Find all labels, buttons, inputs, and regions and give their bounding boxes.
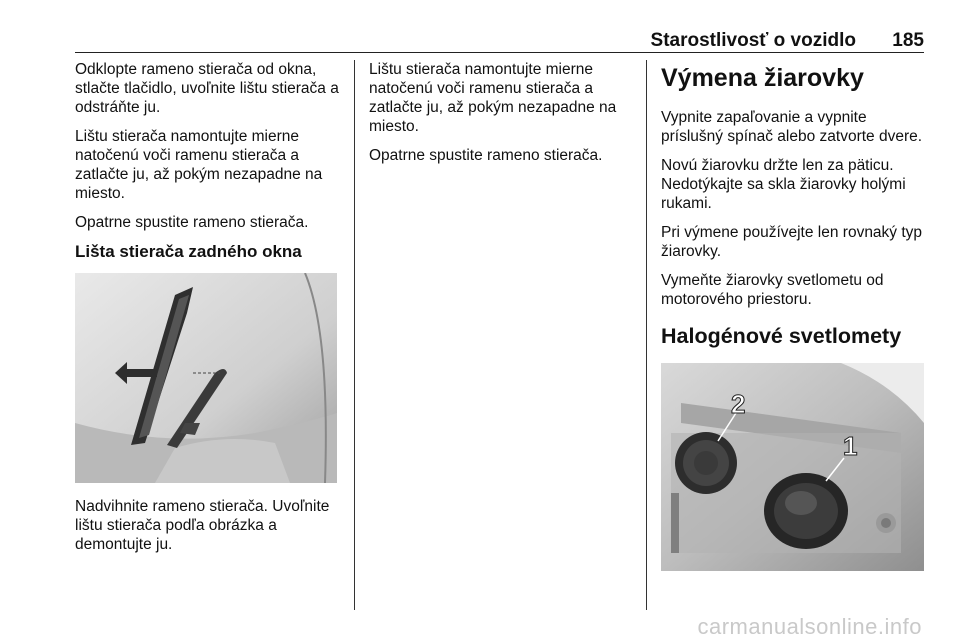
header-title: Starostlivosť o vozidlo xyxy=(650,30,856,51)
column-1 xyxy=(75,60,350,564)
paragraph: Vypnite zapaľovanie a vypnite príslušný spínač alebo zatvorte dvere. xyxy=(661,109,923,145)
paragraph: Vymeňte žiarovky svetlometu od motorového priestoru. xyxy=(661,272,884,308)
paragraph: Lištu stierača namontujte mierne natočenú voči ramenu stierača a zatlačte ju, až pokým nezapadne na miesto. xyxy=(75,128,323,202)
paragraph: Opatrne spustite rameno stierača. xyxy=(369,147,603,164)
subsection-heading: Halogénové svetlomety xyxy=(661,324,902,348)
header-rule xyxy=(75,52,924,53)
paragraph: Odklopte rameno stierača od okna, stlačte tlačidlo, uvoľnite lištu stierača a odstráňte ju. xyxy=(75,61,339,116)
column-3 xyxy=(661,60,926,571)
paragraph: Lištu stierača namontujte mierne natočenú voči ramenu stierača a zatlačte ju, až pokým nezapadne na miesto. xyxy=(369,61,617,135)
halogen-headlamp-illustration xyxy=(661,363,924,571)
callout-label-2: 2 xyxy=(731,389,746,419)
callout-label-1: 1 xyxy=(843,431,858,461)
rear-wiper-illustration xyxy=(75,273,337,483)
column-2 xyxy=(369,60,634,175)
figure-caption: Nadvihnite rameno stierača. Uvoľnite lištu stierača podľa obrázka a demontujte ju. xyxy=(75,498,330,553)
section-heading: Lišta stierača zadného okna xyxy=(75,242,302,261)
paragraph: Novú žiarovku držte len za päticu. Nedotýkajte sa skla žiarovky holými rukami. xyxy=(661,157,906,212)
paragraph: Pri výmene používejte len rovnaký typ žiarovky. xyxy=(661,224,923,260)
section-heading: Výmena žiarovky xyxy=(661,64,864,92)
paragraph: Opatrne spustite rameno stierača. xyxy=(75,214,309,231)
column-divider xyxy=(354,60,355,610)
page-number: 185 xyxy=(892,30,924,51)
column-divider xyxy=(646,60,647,610)
watermark: carmanualsonline.info xyxy=(697,614,922,639)
